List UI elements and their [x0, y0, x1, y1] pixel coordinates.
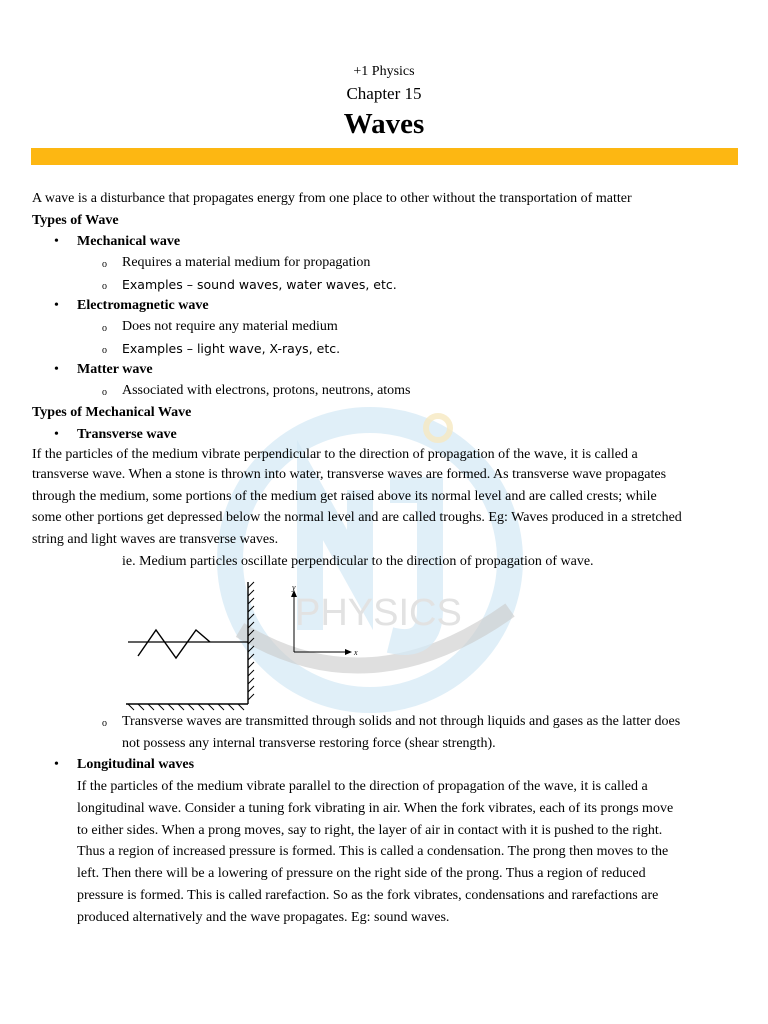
- types-of-wave-heading: Types of Wave: [32, 213, 119, 228]
- matter-wave-label: Matter wave: [77, 362, 153, 377]
- subject-label: +1 Physics: [353, 64, 415, 79]
- bullet-circle: o: [102, 387, 107, 398]
- electromagnetic-wave-label: Electromagnetic wave: [77, 298, 209, 313]
- bullet-circle: o: [102, 718, 107, 729]
- paragraph-line: to either sides. When a prong moves, say to right, the layer of air in contact with it is pushed to the right.: [77, 822, 663, 838]
- transverse-paragraph: [32, 446, 742, 550]
- watermark-text: PHYSICS: [295, 592, 462, 634]
- paragraph-line: Thus a region of increased pressure is formed. This is called a condensation. The prong then moves to the: [77, 844, 669, 860]
- bullet-circle: o: [102, 345, 107, 356]
- list-item: Associated with electrons, protons, neutrons, atoms: [122, 383, 411, 398]
- bullet-disc: •: [54, 234, 59, 249]
- bullet-disc: •: [54, 757, 59, 772]
- x-axis-label: x: [354, 648, 358, 657]
- list-item: Requires a material medium for propagation: [122, 255, 371, 270]
- bullet-circle: o: [102, 259, 107, 270]
- paragraph-line: left. Then there will be a lowering of pressure on the right side of the prong. Thus a region of reduced: [77, 866, 646, 882]
- longitudinal-wave-label: Longitudinal waves: [77, 757, 195, 772]
- page-title: Waves: [343, 108, 425, 140]
- transverse-note-line: not possess any internal transverse restoring force (shear strength).: [122, 736, 496, 751]
- paragraph-line: transverse wave. When a stone is thrown into water, transverse waves are formed. As transverse wave propagates: [32, 467, 667, 482]
- paragraph-line: string and light waves are transverse waves.: [32, 531, 279, 547]
- bullet-disc: •: [54, 362, 59, 377]
- paragraph-line: produced alternatively and the wave propagates. Eg: sound waves.: [77, 909, 450, 925]
- bullet-circle: o: [102, 323, 107, 334]
- list-item: Examples – light wave, X-rays, etc.: [122, 341, 341, 356]
- paragraph-line: longitudinal wave. Consider a tuning fork vibrating in air. When the fork vibrates, each of its prongs move: [77, 800, 674, 816]
- paragraph-line: through the medium, some portions of the medium get raised above its normal level and are called crests; while: [32, 488, 657, 504]
- intro-text: A wave is a disturbance that propagates energy from one place to other without the transportation of matter: [32, 191, 632, 206]
- bullet-circle: o: [102, 281, 107, 292]
- paragraph-line: If the particles of the medium vibrate perpendicular to the direction of propagation of the wave, it is called a: [32, 447, 638, 462]
- chapter-label: Chapter 15: [346, 84, 422, 103]
- paragraph-line: some other portions get depressed below the normal level and are called troughs. Eg: Waves produced in a stretched: [32, 510, 682, 525]
- paragraph-line: If the particles of the medium vibrate parallel to the direction of propagation of the wave, it is called a: [77, 779, 648, 794]
- paragraph-line: pressure is formed. This is called rarefaction. So as the fork vibrates, condensations and rarefactions are: [77, 887, 659, 903]
- y-axis-label: y: [292, 583, 296, 592]
- title-underline-bar: [31, 148, 738, 165]
- mechanical-wave-label: Mechanical wave: [77, 234, 181, 249]
- ie-text: ie. Medium particles oscillate perpendicular to the direction of propagation of wave.: [122, 554, 594, 569]
- bullet-disc: •: [54, 427, 59, 442]
- list-item: Examples – sound waves, water waves, etc.: [122, 277, 397, 292]
- mechanical-types-heading: Types of Mechanical Wave: [32, 405, 192, 420]
- bullet-disc: •: [54, 298, 59, 313]
- transverse-wave-figure: [118, 580, 368, 712]
- transverse-note-line: Transverse waves are transmitted through solids and not through liquids and gases as the latter does: [122, 714, 681, 729]
- longitudinal-paragraph: [77, 776, 747, 929]
- transverse-wave-label: Transverse wave: [77, 427, 177, 442]
- list-item: Does not require any material medium: [122, 319, 338, 334]
